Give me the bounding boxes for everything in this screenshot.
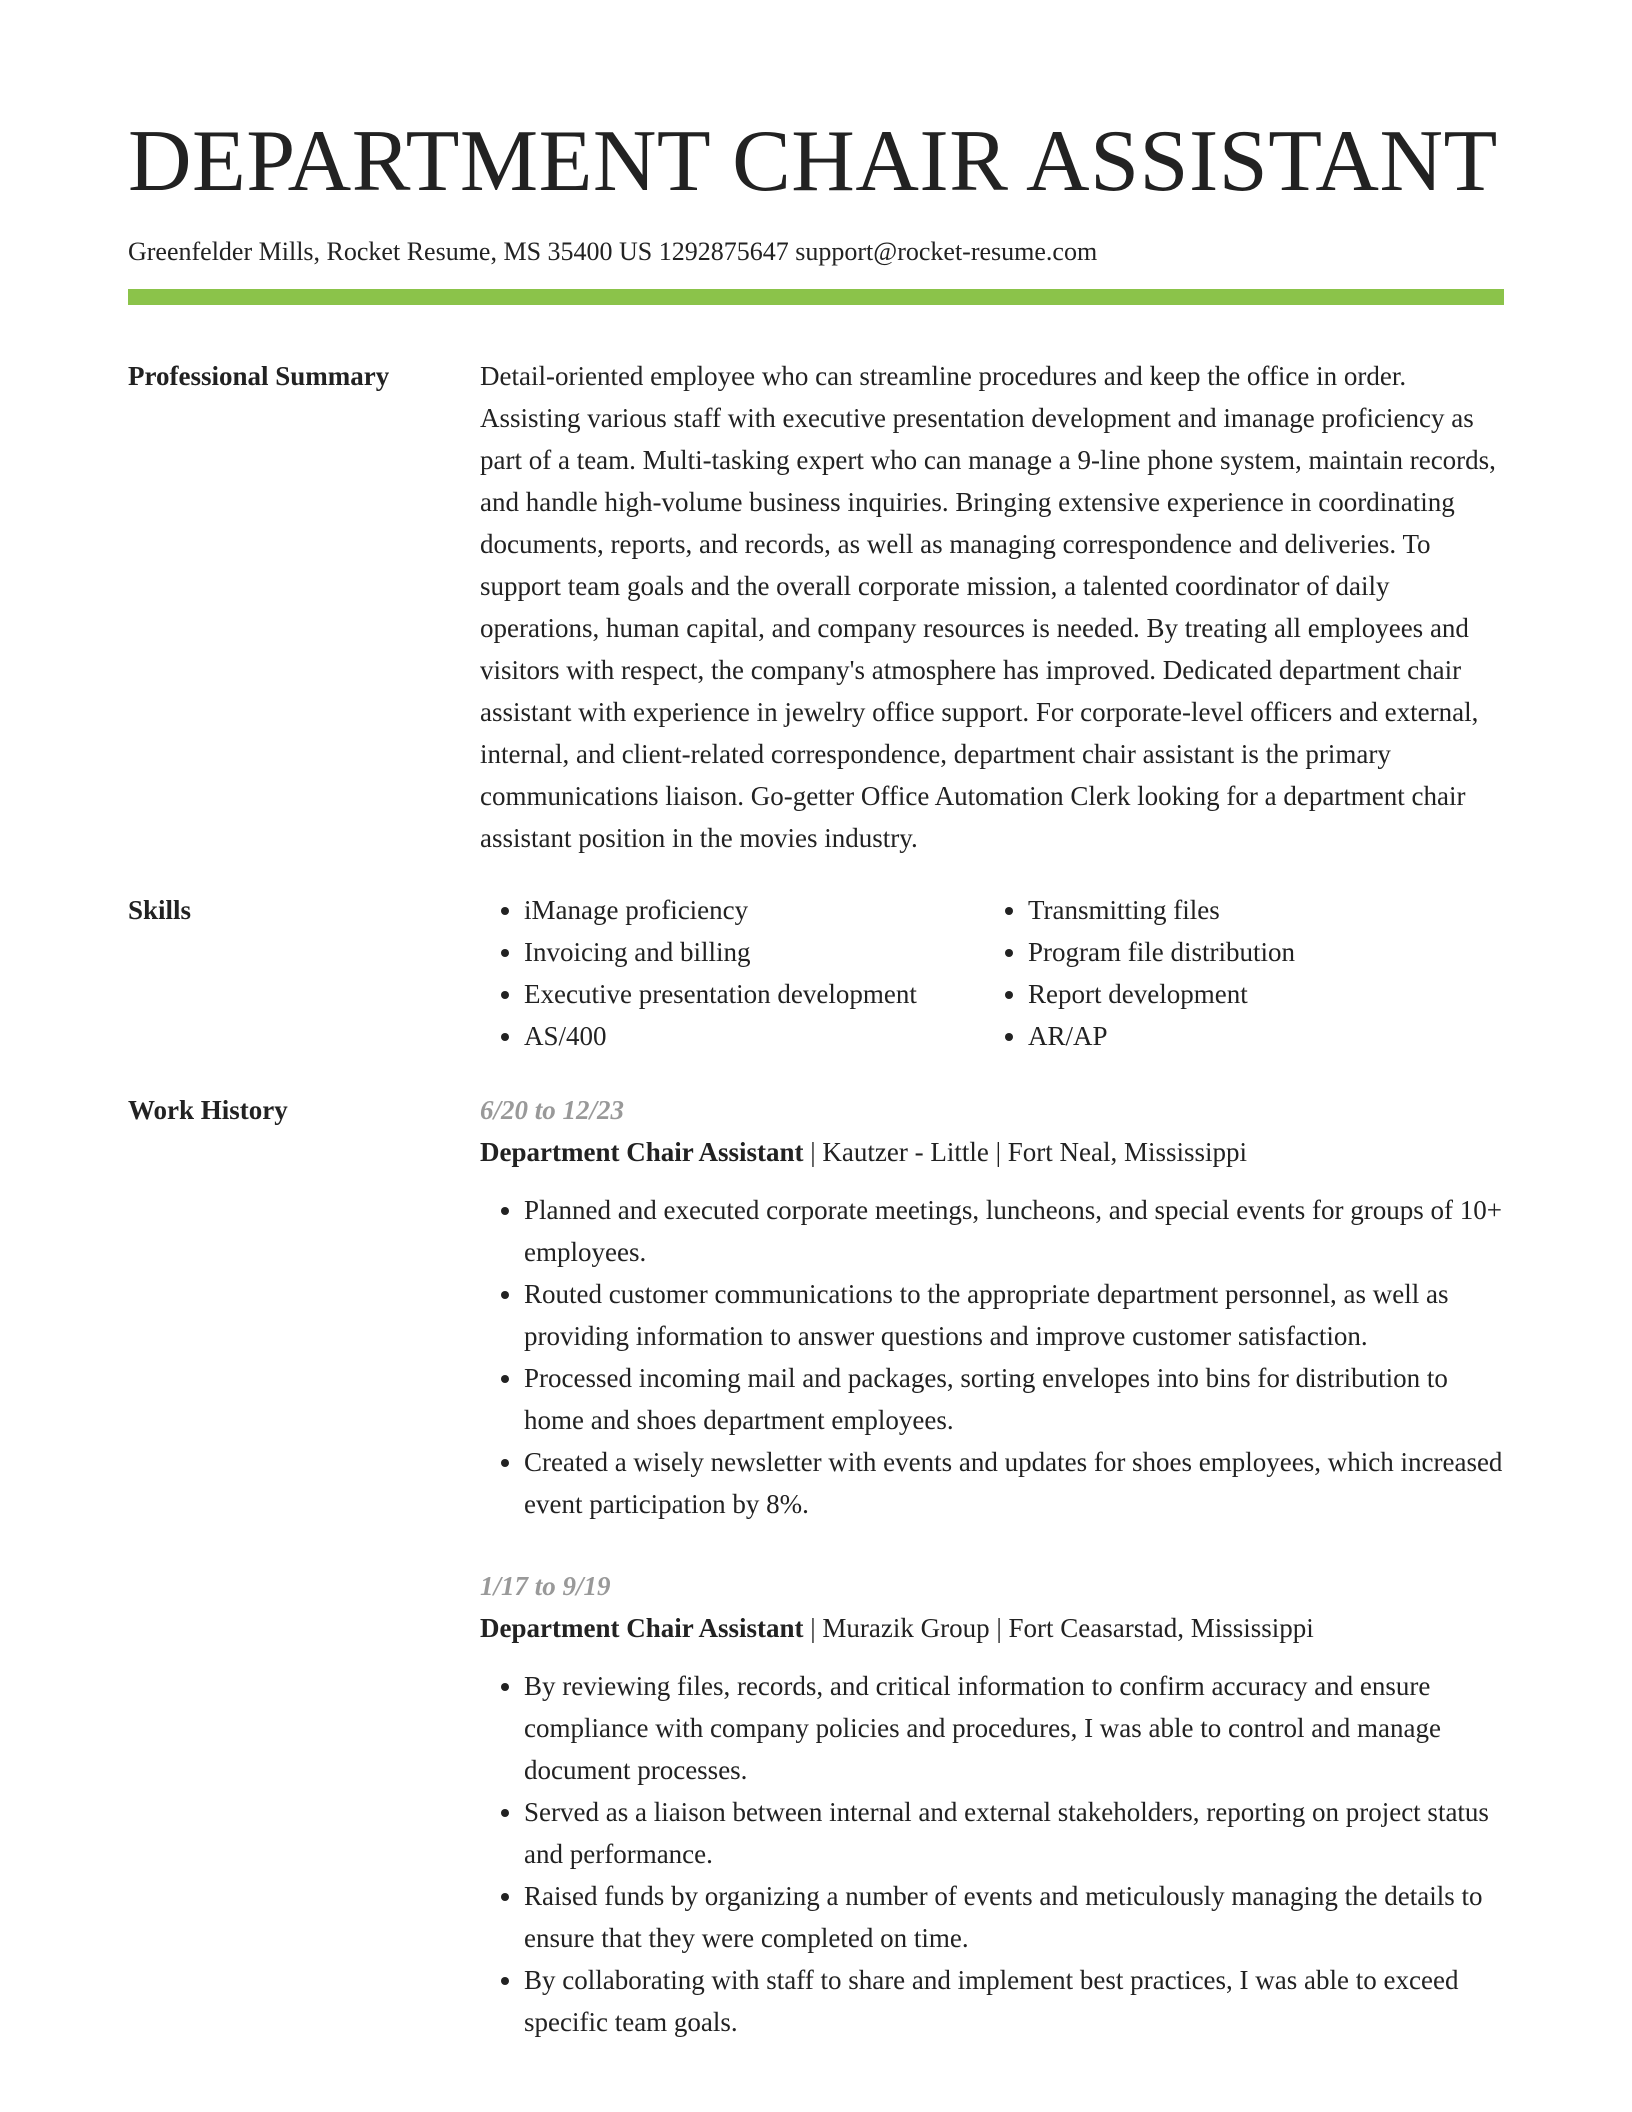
job-bullets: [480, 1189, 1504, 1525]
job-title: Department Chair Assistant: [480, 1613, 804, 1644]
work-history-heading: Work History: [128, 1095, 288, 1126]
job-bullets: [480, 1665, 1504, 2043]
job-entry: [480, 1565, 1504, 2043]
summary-section: [128, 355, 1504, 859]
job-bullet: • Created a wisely newsletter with events and updates for shoes employees, which increased event participation by 8%.: [524, 1441, 1504, 1525]
summary-heading: Professional Summary: [128, 361, 390, 392]
job-heading: [480, 1131, 1504, 1173]
job-bullet: • Routed customer communications to the appropriate department personnel, as well as providing information to answer questions and improve customer satisfaction.: [524, 1273, 1504, 1357]
skill-item: • Executive presentation development: [524, 973, 984, 1015]
skills-list: [480, 889, 1504, 1057]
skills-column-right: [984, 889, 1488, 1057]
job-dates: 1/17 to 9/19: [480, 1571, 611, 1602]
summary-text: Detail-oriented employee who can streamline procedures and keep the office in order. Assisting various staff with executive presentation development and imanage proficiency as part of a team. Multi-tasking expert who can manage a 9-line phone system, maintain records, and handle high-volume business inquiries. Bringing extensive experience in coordinating documents, reports, and records, as well as managing correspondence and deliveries. To support team goals and the overall corporate mission, a talented coordinator of daily operations, human capital, and company resources is needed. By treating all employees and visitors with respect, the company's atmosphere has improved. Dedicated department chair assistant with experience in jewelry office support. For corporate-level officers and external, internal, and client-related correspondence, department chair assistant is the primary communications liaison. Go-getter Office Automation Clerk looking for a department chair assistant position in the movies industry.: [480, 361, 1496, 854]
skills-section: [128, 889, 1504, 1057]
skills-heading: Skills: [128, 895, 192, 926]
skill-item: • Report development: [1028, 973, 1488, 1015]
skills-column-left: [480, 889, 984, 1057]
skill-item: • Transmitting files: [1028, 889, 1488, 931]
skill-item: • Invoicing and billing: [524, 931, 984, 973]
job-bullet: • By collaborating with staff to share and implement best practices, I was able to exceed specific team goals.: [524, 1959, 1504, 2043]
job-details: | Murazik Group | Fort Ceasarstad, Mississippi: [803, 1613, 1314, 1644]
job-details: | Kautzer - Little | Fort Neal, Mississippi: [803, 1137, 1247, 1168]
skill-item: • Program file distribution: [1028, 931, 1488, 973]
job-title: Department Chair Assistant: [480, 1137, 804, 1168]
job-bullet: • Raised funds by organizing a number of events and meticulously managing the details to ensure that they were completed on time.: [524, 1875, 1504, 1959]
skill-item: • AS/400: [524, 1015, 984, 1057]
job-entry: [480, 1089, 1504, 1525]
resume-name: DEPARTMENT CHAIR ASSISTANT: [128, 113, 1498, 210]
job-dates: 6/20 to 12/23: [480, 1095, 625, 1126]
job-bullet: • Planned and executed corporate meetings, luncheons, and special events for groups of 10+ employees.: [524, 1189, 1504, 1273]
job-bullet: • By reviewing files, records, and critical information to confirm accuracy and ensure compliance with company policies and procedures, I was able to control and manage document processes.: [524, 1665, 1504, 1791]
work-history-body: [480, 1089, 1504, 2083]
skill-item: • iManage proficiency: [524, 889, 984, 931]
job-heading: [480, 1607, 1504, 1649]
accent-divider: [128, 289, 1504, 305]
summary-body: [480, 355, 1504, 859]
contact-line: Greenfelder Mills, Rocket Resume, MS 35400 US 1292875647 support@rocket-resume.com: [128, 237, 1098, 266]
job-bullet: • Served as a liaison between internal and external stakeholders, reporting on project status and performance.: [524, 1791, 1504, 1875]
job-bullet: • Processed incoming mail and packages, sorting envelopes into bins for distribution to home and shoes department employees.: [524, 1357, 1504, 1441]
skill-item: • AR/AP: [1028, 1015, 1488, 1057]
work-history-section: [128, 1089, 1504, 2083]
